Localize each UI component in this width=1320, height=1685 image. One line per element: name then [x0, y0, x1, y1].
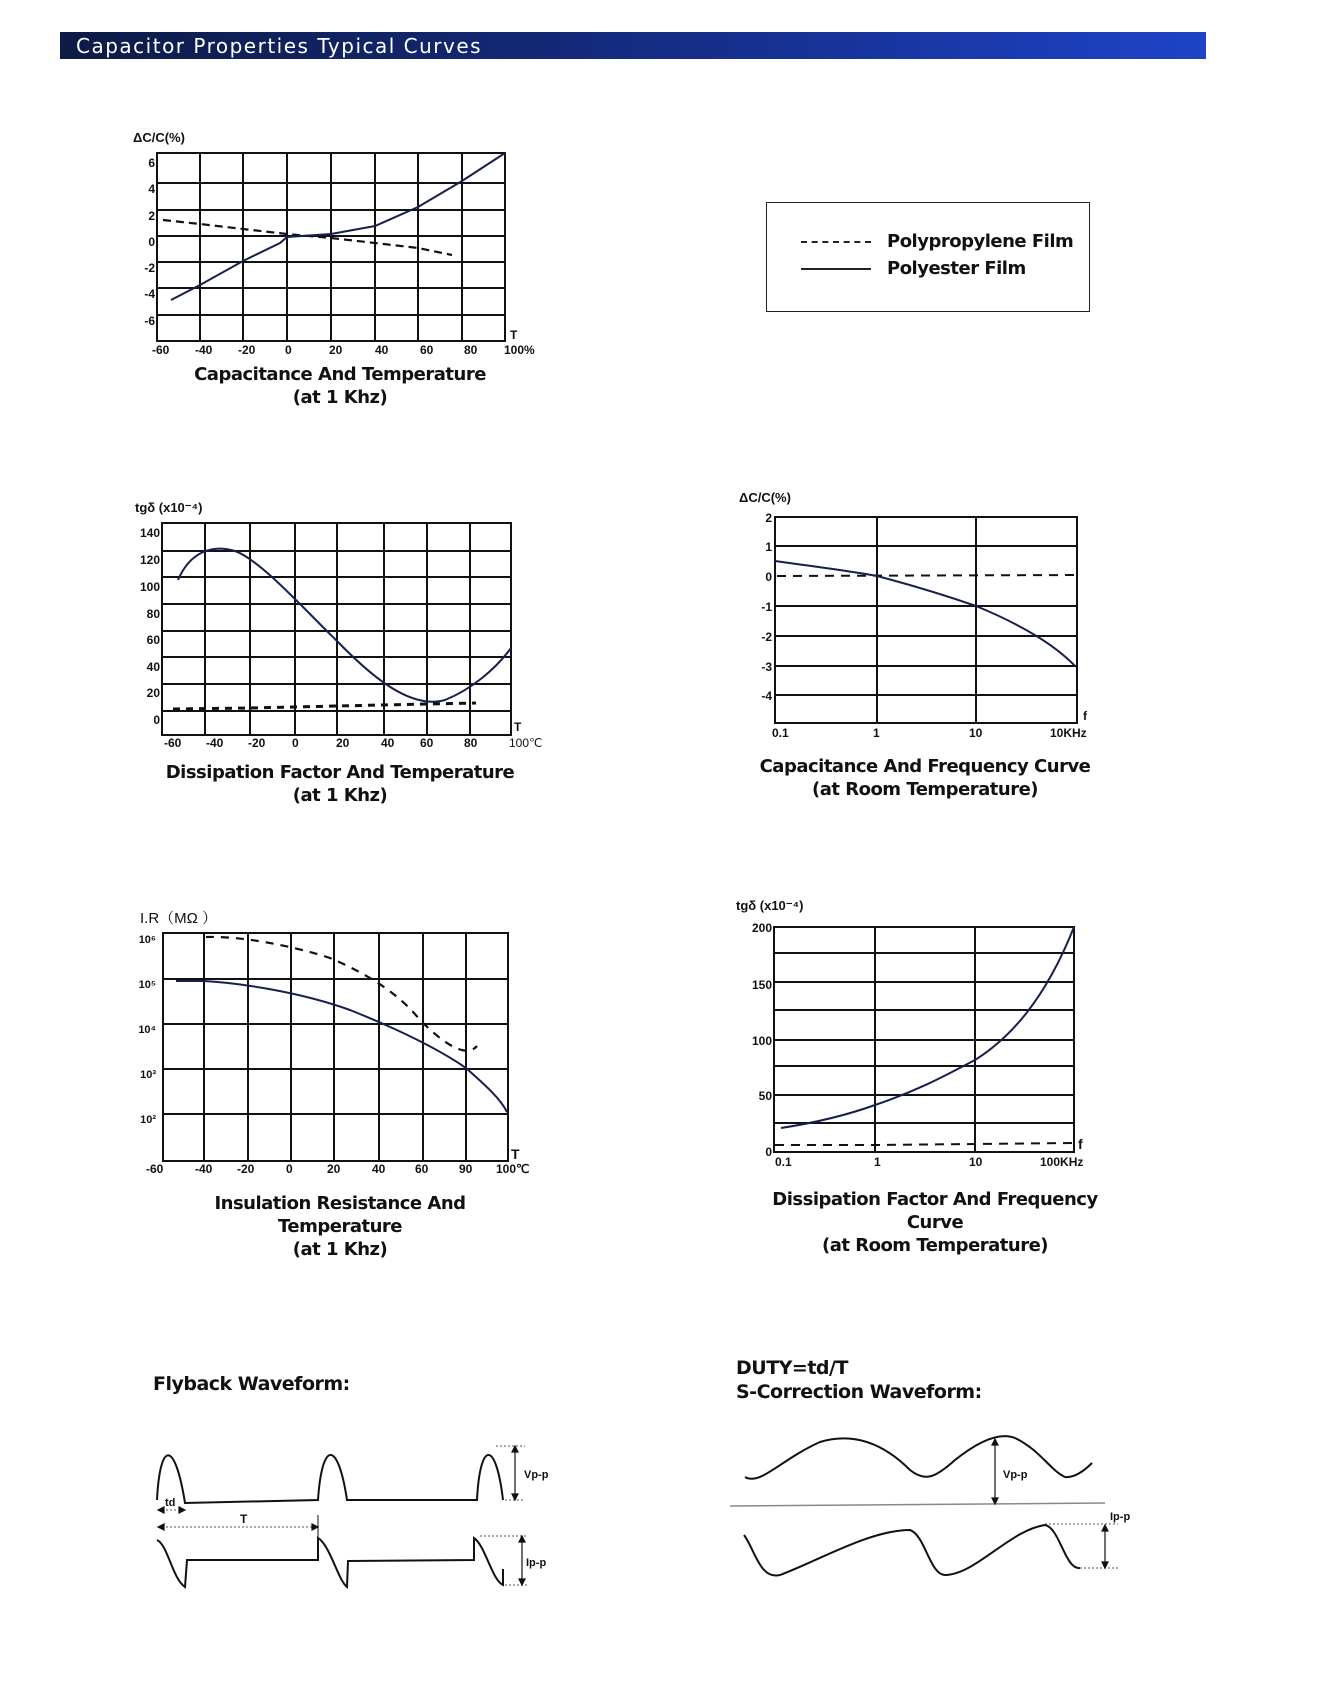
x-tick: 20 — [329, 343, 343, 357]
x-tick: 1 — [874, 1155, 881, 1169]
chart-title: Capacitance And Frequency Curve — [759, 756, 1091, 777]
y-axis-label: ΔC/C(%) — [739, 490, 791, 505]
x-tick: 20 — [327, 1162, 341, 1176]
x-tick: -60 — [152, 343, 170, 357]
x-tick: 0 — [292, 736, 299, 750]
x-tick: -40 — [195, 343, 213, 357]
x-tick: -60 — [164, 736, 182, 750]
svg-text:120: 120 — [139, 553, 160, 567]
x-axis-symbol: T — [510, 328, 518, 342]
x-axis-symbol: f — [1078, 1136, 1083, 1152]
period-label: T — [240, 1512, 248, 1526]
x-axis-symbol: T — [511, 1146, 520, 1162]
svg-text:40: 40 — [146, 660, 160, 674]
vpp-label: Vp-p — [1003, 1469, 1028, 1481]
svg-text:-4: -4 — [144, 287, 155, 301]
y-axis-label: I.R（MΩ ） — [140, 910, 218, 927]
x-axis-end-label: 100℃ — [509, 736, 543, 750]
svg-text:2: 2 — [765, 511, 772, 525]
x-tick: -40 — [206, 736, 224, 750]
svg-text:-3: -3 — [761, 660, 772, 674]
y-axis-label: tgδ (x10⁻⁴) — [736, 898, 804, 913]
svg-text:-6: -6 — [144, 314, 155, 328]
svg-text:140: 140 — [139, 526, 160, 540]
x-tick: -60 — [146, 1162, 164, 1176]
x-tick: 10 — [969, 1155, 983, 1169]
svg-text:2: 2 — [148, 209, 155, 223]
chart-subtitle: (at Room Temperature) — [821, 1235, 1049, 1256]
svg-text:-4: -4 — [761, 689, 772, 703]
chart-subtitle: (at Room Temperature) — [811, 779, 1039, 800]
svg-text:80: 80 — [146, 607, 160, 621]
flyback-waveform-title: Flyback Waveform: — [153, 1373, 350, 1395]
svg-text:50: 50 — [758, 1089, 772, 1103]
x-tick: 90 — [459, 1162, 473, 1176]
svg-text:-2: -2 — [761, 630, 772, 644]
x-tick: 80 — [464, 343, 478, 357]
svg-text:200: 200 — [751, 921, 772, 935]
svg-text:-2: -2 — [144, 261, 155, 275]
x-axis-symbol: f — [1083, 709, 1087, 723]
svg-text:-1: -1 — [761, 600, 772, 614]
x-tick: 40 — [381, 736, 395, 750]
chart-subtitle: (at 1 Khz) — [292, 387, 388, 408]
legend-item-polypropylene: Polypropylene Film — [801, 231, 1073, 252]
x-axis-symbol: T — [514, 720, 522, 734]
vpp-label: Vp-p — [524, 1469, 549, 1481]
svg-text:0: 0 — [148, 235, 155, 249]
x-tick: -20 — [237, 1162, 255, 1176]
y-tick: 10⁵ — [138, 979, 156, 991]
s-correction-waveform-title: S-Correction Waveform: — [736, 1381, 982, 1403]
svg-text:20: 20 — [146, 686, 160, 700]
chart-title: Dissipation Factor And Frequency Curve — [772, 1189, 1098, 1233]
chart-subtitle: (at 1 Khz) — [292, 785, 388, 806]
x-axis-end-label: 10KHz — [1050, 726, 1087, 740]
svg-text:4: 4 — [148, 182, 155, 196]
y-tick: 10³ — [140, 1069, 156, 1081]
x-tick: -20 — [248, 736, 266, 750]
svg-text:0: 0 — [153, 713, 160, 727]
svg-text:0: 0 — [765, 570, 772, 584]
x-tick: 60 — [420, 343, 434, 357]
x-axis-end-label: 100KHz — [1040, 1155, 1084, 1169]
x-axis-end-label: 100% — [504, 343, 535, 357]
ipp-label: Ip-p — [526, 1557, 547, 1569]
x-tick: 40 — [372, 1162, 386, 1176]
chart-subtitle: (at 1 Khz) — [292, 1239, 388, 1260]
x-tick: 10 — [969, 726, 983, 740]
x-tick: 60 — [420, 736, 434, 750]
svg-text:0: 0 — [765, 1145, 772, 1159]
x-tick: 60 — [415, 1162, 429, 1176]
ipp-label: Ip-p — [1110, 1511, 1131, 1523]
page-title: Capacitor Properties Typical Curves — [76, 34, 483, 58]
svg-text:60: 60 — [146, 633, 160, 647]
svg-text:1: 1 — [765, 540, 772, 554]
chart-title: Insulation Resistance And Temperature — [214, 1193, 466, 1237]
x-tick: 0.1 — [775, 1155, 792, 1169]
x-tick: 0 — [286, 1162, 293, 1176]
y-tick: 10⁴ — [138, 1024, 156, 1036]
y-tick: 10² — [140, 1114, 156, 1126]
x-tick: 40 — [375, 343, 389, 357]
td-label: td — [165, 1497, 176, 1509]
x-tick: 20 — [336, 736, 350, 750]
x-tick: -40 — [195, 1162, 213, 1176]
legend-item-polyester: Polyester Film — [801, 258, 1026, 279]
x-tick: 0.1 — [772, 726, 789, 740]
x-axis-end-label: 100℃ — [496, 1162, 530, 1176]
svg-text:6: 6 — [148, 156, 155, 170]
x-tick: -20 — [238, 343, 256, 357]
x-tick: 0 — [285, 343, 292, 357]
chart-title: Capacitance And Temperature — [194, 364, 486, 385]
x-tick: 80 — [464, 736, 478, 750]
svg-text:100: 100 — [139, 580, 160, 594]
y-axis-label: ΔC/C(%) — [133, 130, 185, 145]
chart-title: Dissipation Factor And Temperature — [165, 762, 515, 783]
x-tick: 1 — [873, 726, 880, 740]
y-tick: 10⁶ — [138, 934, 156, 946]
y-axis-label: tgδ (x10⁻⁴) — [135, 500, 203, 515]
svg-text:150: 150 — [751, 978, 772, 992]
duty-formula: DUTY=td/T — [736, 1357, 848, 1379]
svg-text:100: 100 — [751, 1034, 772, 1048]
